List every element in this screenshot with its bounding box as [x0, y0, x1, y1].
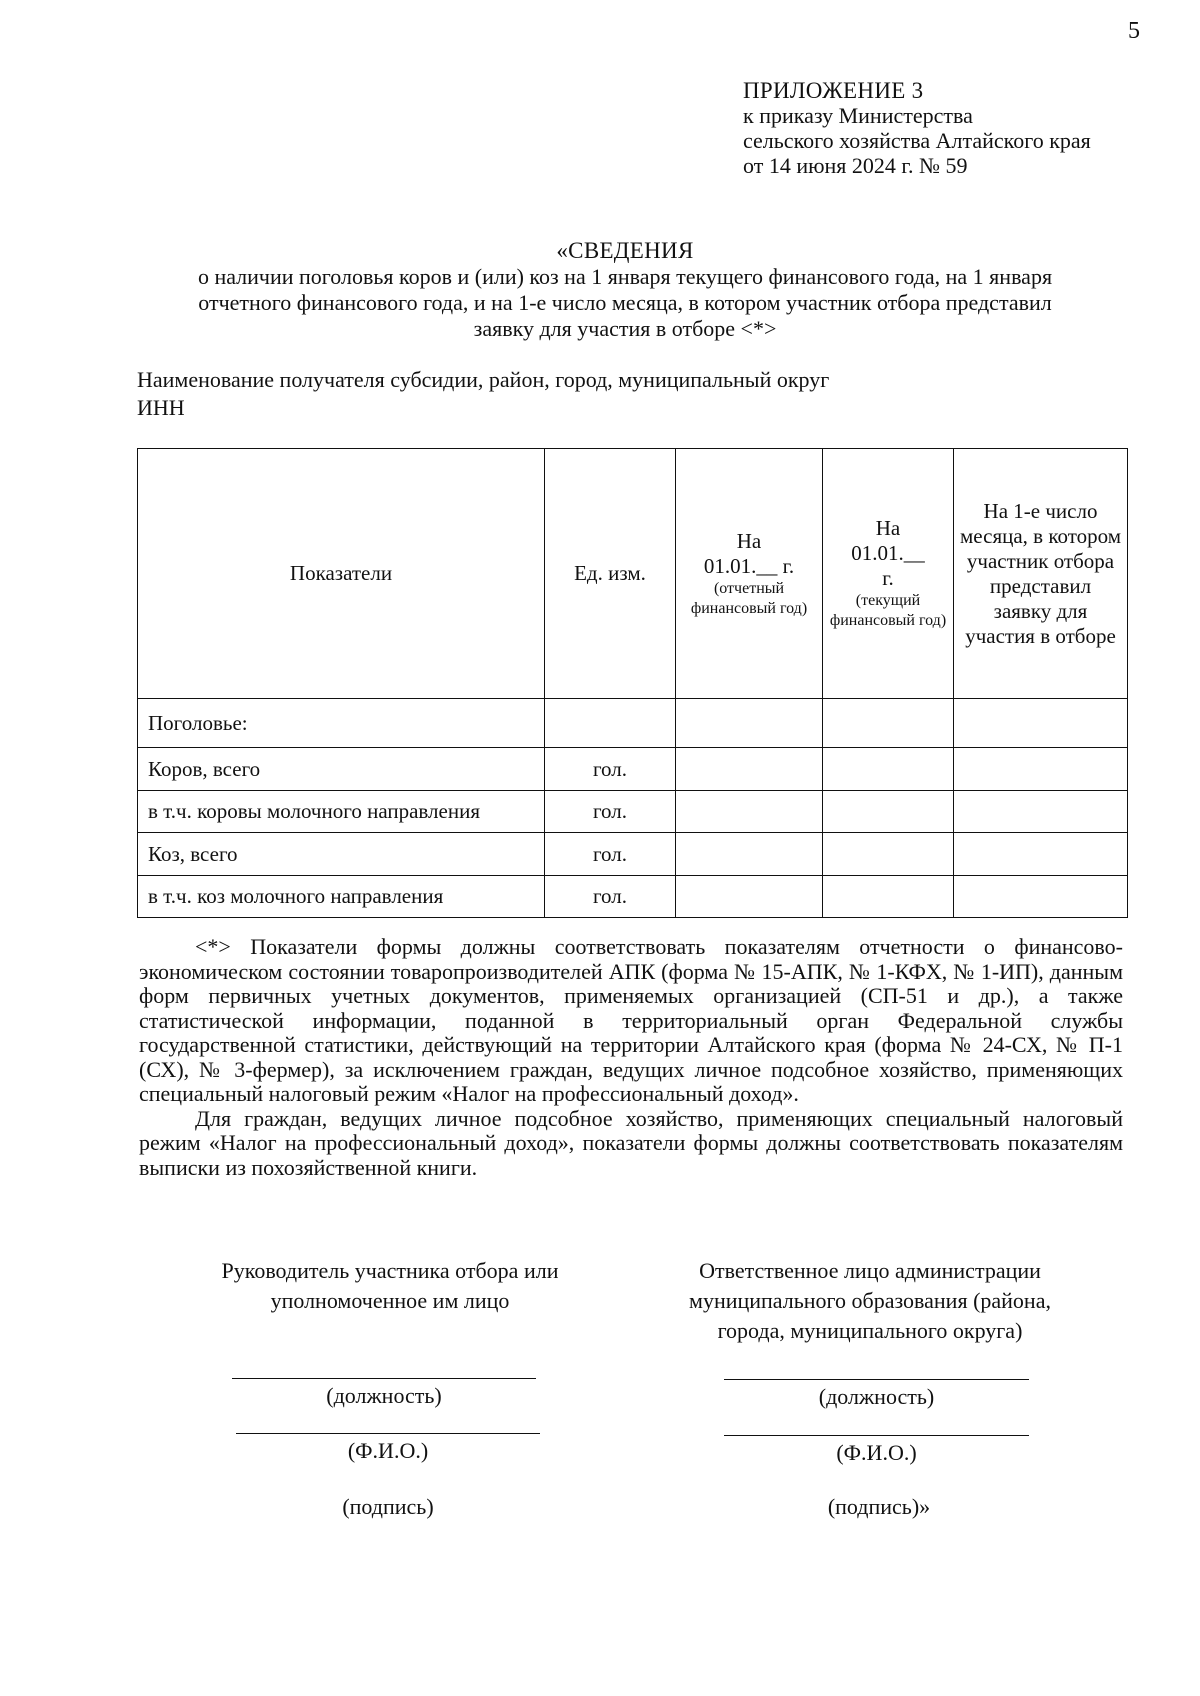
row-label: в т.ч. коровы молочного направления — [138, 791, 545, 833]
appendix-line: сельского хозяйства Алтайского края — [743, 128, 1091, 153]
appendix-line: от 14 июня 2024 г. № 59 — [743, 153, 968, 178]
header-current-year-sub: (текущий финансовый год) — [829, 592, 947, 629]
cell-current-year[interactable] — [823, 748, 954, 791]
left-position-line[interactable] — [232, 1378, 536, 1379]
left-signature-caption: (подпись) — [342, 1494, 434, 1519]
table-row — [138, 791, 1128, 833]
table-row — [138, 699, 1128, 748]
left-signatory-title-line: Руководитель участника отбора или — [221, 1258, 559, 1283]
row-unit: гол. — [545, 876, 676, 918]
row-label: Коров, всего — [138, 748, 545, 791]
table-row — [138, 876, 1128, 918]
cell-application-month[interactable] — [954, 876, 1128, 918]
row-unit: гол. — [545, 748, 676, 791]
right-signature-caption: (подпись)» — [827, 1494, 931, 1519]
header-application-month: На 1-е число месяца, в котором участник отбора представил заявку для участия в отборе — [954, 449, 1128, 699]
row-unit — [545, 699, 676, 748]
row-unit: гол. — [545, 833, 676, 876]
right-position-caption: (должность) — [818, 1384, 935, 1409]
right-name-line[interactable] — [724, 1435, 1029, 1436]
header-reporting-year-b: 01.01.__ г. — [703, 553, 795, 578]
left-position-caption: (должность) — [326, 1383, 442, 1408]
header-current-year-a: На — [875, 516, 901, 540]
header-reporting-year — [676, 449, 823, 699]
page-number: 5 — [1128, 18, 1140, 44]
title-line: о наличии поголовья коров и (или) коз на 1 января текущего финансового года, на 1 января — [197, 264, 1053, 289]
right-signatory-title — [660, 1256, 1080, 1346]
right-signatory-title-line: Ответственное лицо администрации — [699, 1258, 1041, 1283]
right-signatory-title-line: города, муниципального округа) — [717, 1318, 1023, 1343]
header-current-year-c: г. — [882, 566, 894, 590]
indicators-table — [137, 448, 1128, 918]
left-name-line[interactable] — [236, 1433, 540, 1434]
cell-current-year[interactable] — [823, 876, 954, 918]
footnote — [139, 935, 1123, 1180]
left-signatory-title — [190, 1256, 590, 1316]
left-signatory-title-line: уполномоченное им лицо — [270, 1288, 510, 1313]
row-label: Поголовье: — [138, 699, 545, 748]
cell-application-month[interactable] — [954, 699, 1128, 748]
header-unit: Ед. изм. — [545, 449, 676, 699]
right-name-caption: (Ф.И.О.) — [836, 1440, 917, 1465]
appendix-header — [743, 78, 1183, 178]
table-row — [138, 748, 1128, 791]
header-reporting-year-a: На — [736, 528, 762, 553]
title-main: «СВЕДЕНИЯ — [556, 238, 694, 263]
appendix-heading: ПРИЛОЖЕНИЕ 3 — [743, 78, 924, 103]
header-current-year — [823, 449, 954, 699]
inn-label: ИНН — [137, 395, 185, 420]
header-current-year-b: 01.01.__ — [851, 541, 925, 565]
recipient-block — [137, 366, 1037, 422]
document-title — [130, 238, 1120, 342]
cell-current-year[interactable] — [823, 833, 954, 876]
recipient-name-label: Наименование получателя субсидии, район, город, муниципальный округ — [137, 367, 830, 392]
table-header-row — [138, 449, 1128, 699]
row-label: в т.ч. коз молочного направления — [138, 876, 545, 918]
cell-current-year[interactable] — [823, 699, 954, 748]
header-indicators: Показатели — [138, 449, 545, 699]
appendix-line: к приказу Министерства — [743, 103, 973, 128]
header-reporting-year-sub: (отчетный финансовый год) — [690, 579, 808, 617]
cell-reporting-year[interactable] — [676, 876, 823, 918]
cell-application-month[interactable] — [954, 791, 1128, 833]
cell-current-year[interactable] — [823, 791, 954, 833]
right-signatory-title-line: муниципального образования (района, — [689, 1288, 1051, 1313]
cell-reporting-year[interactable] — [676, 791, 823, 833]
footnote-paragraph: <*> Показатели формы должны соответствовать показателям отчетности о финансово-экономическом состоянии товаропроизводителей АПК (форма № 15-АПК, № 1-КФХ, № 1-ИП), данным форм первичных учетных документов, применяемых организацией (СП-51 и др.), а также статистической информации, поданной в территориальный орган Федеральной службы государственной статистики, действующий на территории Алтайского края (форма № 24-СХ, № П-1 (СХ), № 3-фермер), за исключением граждан, ведущих личное подсобное хозяйство, применяющих специальный налоговый режим «Налог на профессиональный доход». — [139, 934, 1123, 1106]
title-line: заявку для участия в отборе <*> — [473, 316, 777, 341]
right-position-line[interactable] — [724, 1379, 1029, 1380]
title-line: отчетного финансового года, и на 1-е число месяца, в котором участник отбора представил — [198, 290, 1052, 315]
cell-application-month[interactable] — [954, 833, 1128, 876]
cell-reporting-year[interactable] — [676, 699, 823, 748]
left-name-caption: (Ф.И.О.) — [347, 1438, 429, 1463]
table-row — [138, 833, 1128, 876]
cell-application-month[interactable] — [954, 748, 1128, 791]
row-label: Коз, всего — [138, 833, 545, 876]
footnote-paragraph: Для граждан, ведущих личное подсобное хозяйство, применяющих специальный налоговый режим «Налог на профессиональный доход», показатели формы должны соответствовать показателям выписки из похозяйственной книги. — [139, 1105, 1123, 1180]
cell-reporting-year[interactable] — [676, 833, 823, 876]
cell-reporting-year[interactable] — [676, 748, 823, 791]
row-unit: гол. — [545, 791, 676, 833]
